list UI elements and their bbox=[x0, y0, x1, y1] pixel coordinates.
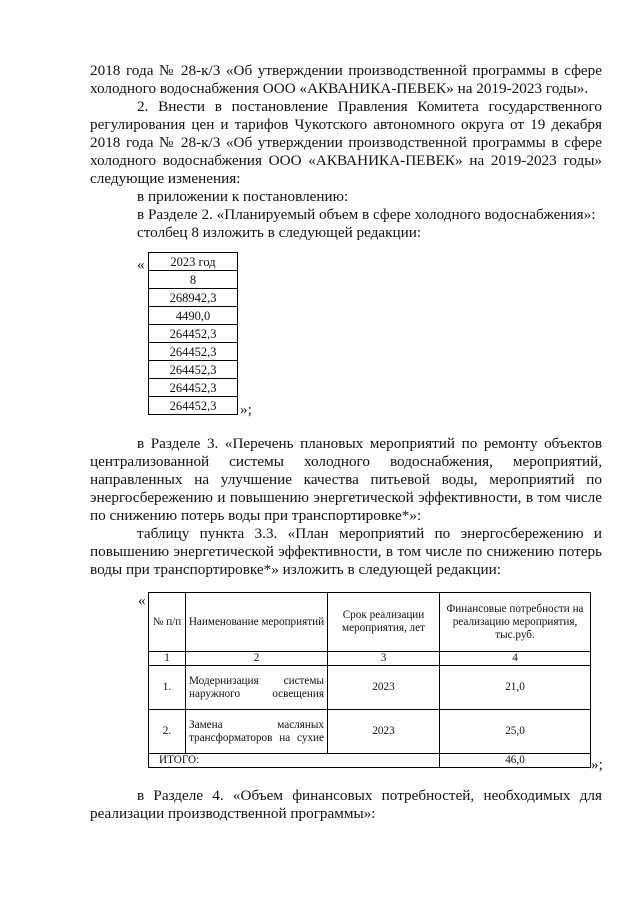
paragraph-line: регулирования цен и тарифов Чукотского автономного округа от 19 декабря bbox=[90, 116, 602, 133]
table-cell: Модернизация системы наружного освещения bbox=[186, 666, 328, 710]
table-cell: 2023 год bbox=[149, 253, 238, 271]
table-cell: 2. bbox=[149, 710, 186, 754]
table-cell: 21,0 bbox=[440, 666, 591, 710]
paragraph-line: в Разделе 2. «Планируемый объем в сфере холодного водоснабжения»: bbox=[137, 206, 596, 223]
table-row bbox=[149, 379, 238, 397]
paragraph-line: столбец 8 изложить в следующей редакции: bbox=[137, 224, 422, 241]
table-row bbox=[149, 271, 238, 289]
paragraph-line: 2. Внести в постановление Правления Комитета государственного bbox=[137, 98, 602, 115]
total-value: 46,0 bbox=[440, 754, 591, 768]
close-quote: »; bbox=[591, 756, 603, 773]
paragraph-line: энергосбережению и повышению энергетической эффективности, в том числе bbox=[90, 489, 602, 506]
paragraph-line: холодного водоснабжения ООО «АКВАНИКА-ПЕВЕК» на 2019-2023 годы». bbox=[90, 80, 589, 97]
table-cell: 264452,3 bbox=[149, 361, 238, 379]
table-cell: 2023 bbox=[328, 666, 440, 710]
table-row bbox=[149, 289, 238, 307]
table-cell: 264452,3 bbox=[149, 343, 238, 361]
table-cell: 264452,3 bbox=[149, 397, 238, 415]
header-term: Срок реализации мероприятия, лет bbox=[328, 593, 440, 652]
paragraph-line: централизованной системы холодного водоснабжения, мероприятий, bbox=[90, 453, 602, 470]
table-row bbox=[149, 710, 591, 754]
total-label: ИТОГО: bbox=[149, 754, 440, 768]
paragraph-line: повышению энергетической эффективности, в том числе по снижению потерь bbox=[90, 543, 602, 560]
table-row bbox=[149, 666, 591, 710]
header-financial-needs: Финансовые потребности на реализацию мероприятия, тыс.руб. bbox=[440, 593, 591, 652]
table-total-row bbox=[149, 754, 591, 768]
table-cell: 4 bbox=[440, 652, 591, 666]
paragraph-line: 2018 года № 28-к/3 «Об утверждении производственной программы в сфере bbox=[90, 62, 602, 79]
open-quote: « bbox=[138, 592, 146, 609]
open-quote: « bbox=[137, 256, 145, 273]
column-8-table bbox=[148, 252, 238, 415]
table-cell: 264452,3 bbox=[149, 379, 238, 397]
table-cell: 1. bbox=[149, 666, 186, 710]
paragraph-line: в Разделе 3. «Перечень плановых мероприятий по ремонту объектов bbox=[137, 435, 602, 452]
table-row bbox=[149, 307, 238, 325]
table-cell: 1 bbox=[149, 652, 186, 666]
table-row bbox=[149, 397, 238, 415]
paragraph-line: следующие изменения: bbox=[90, 170, 241, 187]
paragraph-line: таблицу пункта 3.3. «План мероприятий по энергосбережению и bbox=[137, 525, 602, 542]
table-row bbox=[149, 343, 238, 361]
paragraph-line: направленных на улучшение качества питьевой воды, мероприятий по bbox=[90, 471, 602, 488]
paragraph-line: в Разделе 4. «Объем финансовых потребностей, необходимых для bbox=[137, 787, 602, 804]
paragraph-line: реализации производственной программы»: bbox=[90, 805, 376, 822]
table-cell: 25,0 bbox=[440, 710, 591, 754]
paragraph-line: воды при транспортировке*» изложить в следующей редакции: bbox=[90, 561, 501, 578]
table-numbering-row bbox=[149, 652, 591, 666]
table-row bbox=[149, 361, 238, 379]
table-cell: 268942,3 bbox=[149, 289, 238, 307]
table-cell: 8 bbox=[149, 271, 238, 289]
table-header-row bbox=[149, 593, 591, 652]
table-cell: Замена масляных трансформаторов на сухие bbox=[186, 710, 328, 754]
paragraph-line: холодного водоснабжения ООО «АКВАНИКА-ПЕВЕК» на 2019-2023 годы» bbox=[90, 152, 602, 169]
paragraph-line: 2018 года № 28-к/3 «Об утверждении производственной программы в сфере bbox=[90, 134, 602, 151]
table-row bbox=[149, 325, 238, 343]
table-cell: 3 bbox=[328, 652, 440, 666]
table-row bbox=[149, 253, 238, 271]
paragraph-line: в приложении к постановлению: bbox=[137, 188, 349, 205]
table-cell: 264452,3 bbox=[149, 325, 238, 343]
table-cell: 2023 bbox=[328, 710, 440, 754]
header-number: № п/п bbox=[149, 593, 186, 652]
table-cell: 2 bbox=[186, 652, 328, 666]
header-activity-name: Наименование мероприятий bbox=[186, 593, 328, 652]
close-quote: »; bbox=[240, 401, 252, 418]
table-cell: 4490,0 bbox=[149, 307, 238, 325]
paragraph-line: по снижению потерь воды при транспортировке*»: bbox=[90, 507, 422, 524]
energy-saving-plan-table bbox=[148, 592, 591, 768]
